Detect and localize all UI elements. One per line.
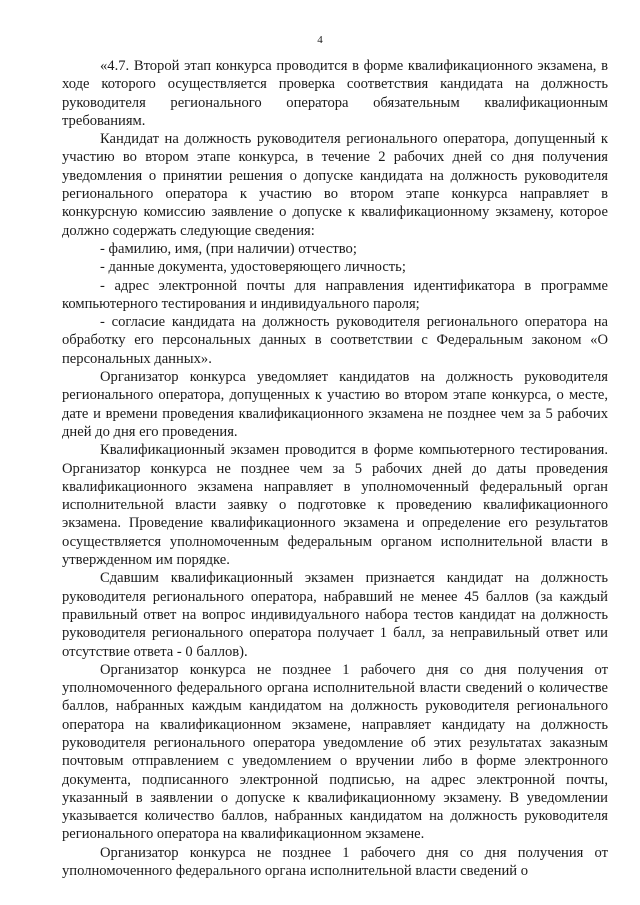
page-number: 4 (317, 34, 323, 46)
list-item-full-name: - фамилию, имя, (при наличии) отчество; (100, 240, 357, 257)
paragraph-application-requirements: Кандидат на должность руководителя регионального оператора, допущенный к участию во втором этапе конкурса, в течение 2 рабочих дней со дня получения уведомления о принятии решения о допуске кандидата на должность руководителя регионального оператора к участию во втором этапе конкурса направляет в конкурсную комиссию заявление о допуске к квалификационному экзамену, которое должно содержать следующие сведения: (62, 131, 608, 239)
paragraph-results-notification: Организатор конкурса не позднее 1 рабочего дня со дня получения от уполномоченного федерального органа исполнительной власти сведений о количестве баллов, набранных каждым кандидатом на должность руководителя регионального оператора на квалификационном экзамене, направляет кандидату на должность руководителя регионального оператора уведомление об этих результатах заказным почтовым отправлением с уведомлением о вручении либо в форме электронного документа, подписанного электронной подписью, на адрес электронной почты, указанный в заявлении о допуске к квалификационному экзамену. В уведомлении указывается количество баллов, набранных кандидатом на должность руководителя регионального оператора на квалификационном экзамене. (62, 661, 608, 843)
document-body (62, 57, 608, 880)
list-item-personal-data-consent: - согласие кандидата на должность руководителя регионального оператора на обработку его персональных данных в соответствии с Федеральным законом «О персональных данных». (62, 314, 608, 367)
paragraph-exam-notification: Организатор конкурса уведомляет кандидатов на должность руководителя регионального оператора, допущенных к участию во втором этапе конкурса, о месте, дате и времени проведения квалификационного экзамена не позднее чем за 5 рабочих дней до дня его проведения. (62, 369, 608, 440)
paragraph-continuation: Организатор конкурса не позднее 1 рабочего дня со дня получения от уполномоченного федерального органа исполнительной власти сведений о (62, 844, 608, 880)
paragraph-computer-testing: Квалификационный экзамен проводится в форме компьютерного тестирования. Организатор конкурса не позднее чем за 5 рабочих дней до даты проведения квалификационного экзамена направляет в уполномоченный федеральный орган исполнительной власти заявку о подготовке к проведению квалификационного экзамена. Проведение квалификационного экзамена и определение его результатов осуществляется уполномоченным федеральным органом исполнительной власти в утвержденном им порядке. (62, 442, 608, 569)
paragraph-4-7-intro: «4.7. Второй этап конкурса проводится в форме квалификационного экзамена, в ходе которого осуществляется проверка соответствия кандидата на должность руководителя регионального оператора обязательным квалификационным требованиям. (62, 58, 608, 129)
paragraph-passing-score: Сдавшим квалификационный экзамен признается кандидат на должность руководителя регионального оператора, набравший не менее 45 баллов (за каждый правильный ответ на вопрос индивидуального набора тестов кандидат на должность руководителя регионального оператора получает 1 балл, за неправильный ответ или отсутствие ответа - 0 баллов). (62, 570, 608, 660)
list-item-email-address: - адрес электронной почты для направления идентификатора в программе компьютерного тестирования и индивидуального пароля; (62, 277, 608, 312)
list-item-identity-document: - данные документа, удостоверяющего личность; (100, 259, 406, 276)
